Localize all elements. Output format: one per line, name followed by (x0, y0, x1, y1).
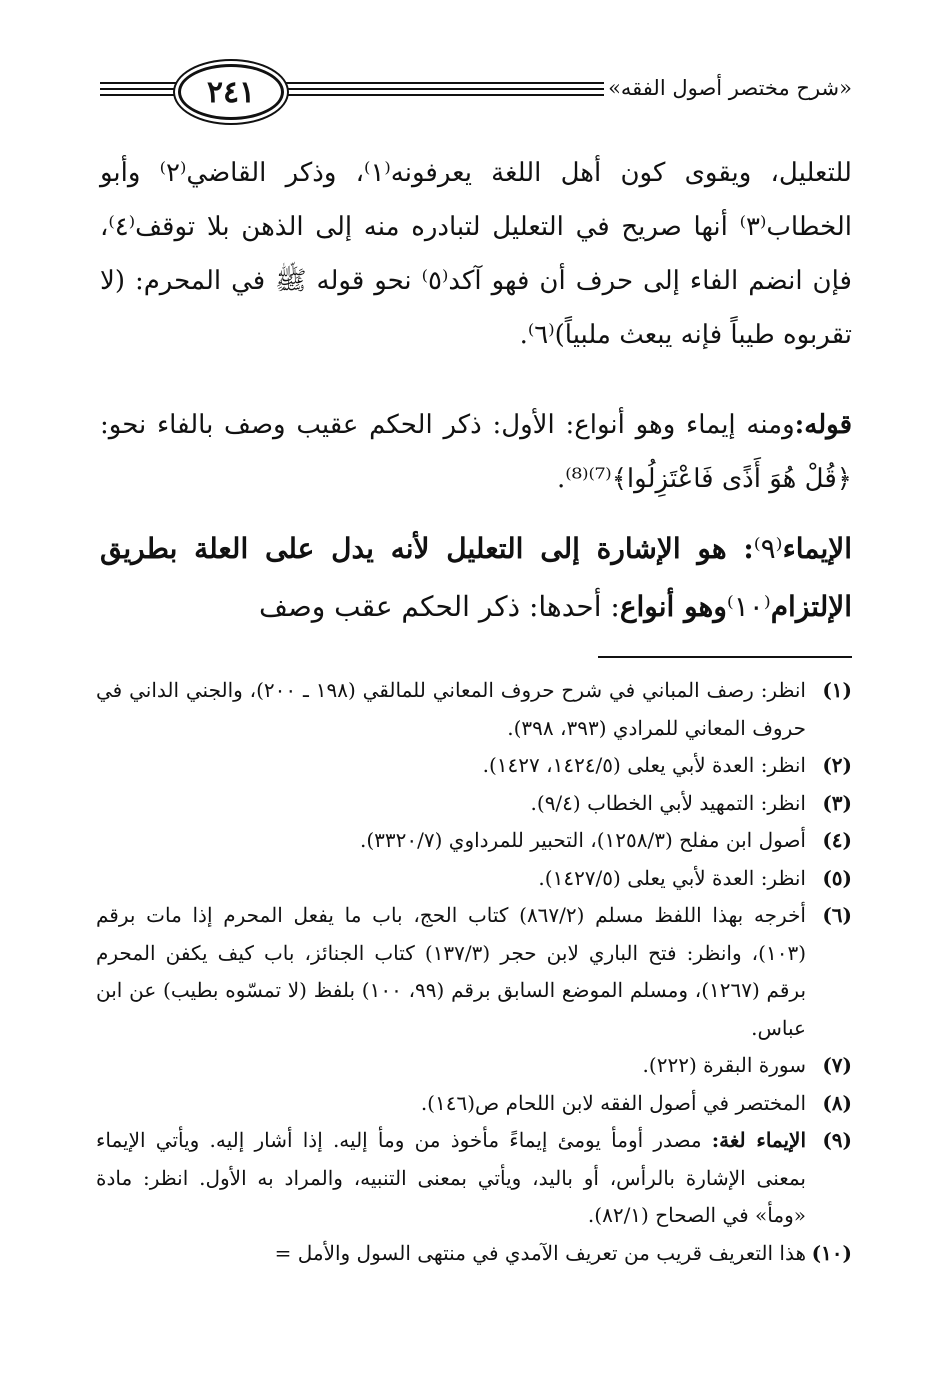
footnote-text: سورة البقرة (٢٢٢). (642, 1053, 806, 1077)
footnotes (96, 672, 852, 1272)
footnote-number: (٤) (822, 828, 852, 852)
footnote-number: (١) (822, 678, 852, 702)
footnote-item (96, 1122, 852, 1235)
types-label: وهو أنواع (619, 590, 727, 623)
header-rule (100, 94, 178, 96)
definition-text: : هو الإشارة إلى التعليل لأنه يدل على العلة بطريق الإلتزام (100, 532, 852, 623)
footnote-number: (٣) (822, 790, 852, 815)
footnote-item (96, 672, 852, 747)
running-title: «شرح مختصر أصول الفقه» (608, 76, 852, 100)
paragraph-text (100, 398, 852, 506)
quran-verse: ﴿قُلْ هُوَ أَذًى فَاعْتَزِلُوا﴾ (611, 464, 852, 494)
footnote-number: (٩) (822, 1128, 852, 1152)
footnote-number: (٢) (822, 753, 852, 777)
header-rule (100, 88, 178, 90)
defined-term: الإيماء (782, 532, 852, 565)
footnote-text (96, 1122, 806, 1235)
header-rule (282, 88, 604, 90)
footnote-item (96, 1235, 852, 1273)
footnote-item (96, 1047, 852, 1085)
commentary-text: ومنه إيماء وهو أنواع: الأول: ذكر الحكم عقيب وصف بالفاء نحو: (100, 410, 795, 440)
paragraph-text (100, 520, 852, 636)
footnote-text: انظر: العدة لأبي يعلى (١٤٢٧/٥). (538, 865, 806, 890)
footnote-item (96, 897, 852, 1047)
footnote-number: (١٠) (811, 1240, 852, 1265)
footnote-body: مصدر أومأ يومئ إيماءً مأخوذ من ومأ إليه. إذا أشار إليه. ويأتي الإيماء بمعنى الإشارة بالرأس، أو باليد، ويأتي بمعنى التنبيه، والمراد به الأول. انظر: مادة «ومأ» في الصحاح (٨٢/١). (96, 1128, 806, 1227)
footnote-number: (٧) (822, 1053, 852, 1077)
commentary-label: قوله: (794, 410, 852, 440)
header-rule (100, 82, 178, 84)
commentary-paragraph (100, 398, 852, 506)
footnote-mark: ⁽٩⁾ (753, 532, 783, 565)
footnote-text: المختصر في أصول الفقه لابن اللحام ص(١٤٦). (420, 1090, 806, 1115)
footnote-label: الإيماء لغة: (711, 1128, 806, 1152)
footnote-text: أصول ابن مفلح (١٢٥٨/٣)، التحبير للمرداوي (٣٣٢٠/٧). (360, 828, 806, 852)
footnote-item (96, 1085, 852, 1123)
footnote-separator (598, 656, 852, 658)
footnote-item (96, 747, 852, 785)
footnote-marks: ⁽⁷⁾⁽⁸⁾. (556, 464, 612, 494)
types-text: : أحدها: ذكر الحكم عقب وصف (258, 590, 620, 623)
footnote-item (96, 822, 852, 860)
paragraph-text: للتعليل، ويقوى كون أهل اللغة يعرفونه⁽١⁾، وذكر القاضي⁽٢⁾ وأبو الخطاب⁽٣⁾ أنها صريح في التعليل لتبادره منه إلى الذهن بلا توقف⁽٤⁾، فإن انضم الفاء إلى حرف أن فهو آكد⁽٥⁾ نحو قوله ﷺ في المحرم: (لا تقربوه طيباً فإنه يبعث ملبياً)⁽٦⁾. (100, 158, 852, 350)
page-header (100, 62, 852, 122)
footnote-item (96, 860, 852, 898)
header-rule (282, 94, 604, 96)
page-number: ٢٤١ (178, 64, 284, 120)
footnote-text: انظر: التمهيد لأبي الخطاب (٩/٤). (530, 790, 806, 815)
footnote-number: (٥) (822, 865, 852, 890)
footnote-mark: ⁽١٠⁾ (726, 590, 771, 623)
body-paragraph (100, 146, 852, 362)
footnote-text: هذا التعريف قريب من تعريف الآمدي في منتهى السول والأمل = (274, 1240, 806, 1265)
footnote-text: أخرجه بهذا اللفظ مسلم (٨٦٧/٢) كتاب الحج، باب ما يفعل المحرم إذا مات برقم (١٠٣)، وانظر: فتح الباري لابن حجر (١٣٧/٣) كتاب الجنائز، باب كيف يكفن المحرم برقم (١٢٦٧)، ومسلم الموضع السابق برقم (٩٩، ١٠٠) بلفظ (لا تمسّوه بطيب) عن ابن عباس. (96, 903, 807, 1040)
matn-paragraph (100, 520, 852, 636)
header-rule (282, 82, 604, 84)
footnote-number: (٦) (822, 903, 852, 927)
footnote-item (96, 785, 852, 823)
footnote-text: انظر: رصف المباني في شرح حروف المعاني للمالقي (١٩٨ ـ ٢٠٠)، والجني الداني في حروف المعاني للمرادي (٣٩٣، ٣٩٨). (96, 678, 806, 740)
footnote-number: (٨) (822, 1090, 852, 1115)
footnote-text: انظر: العدة لأبي يعلى (١٤٢٤/٥، ١٤٢٧). (482, 753, 806, 777)
